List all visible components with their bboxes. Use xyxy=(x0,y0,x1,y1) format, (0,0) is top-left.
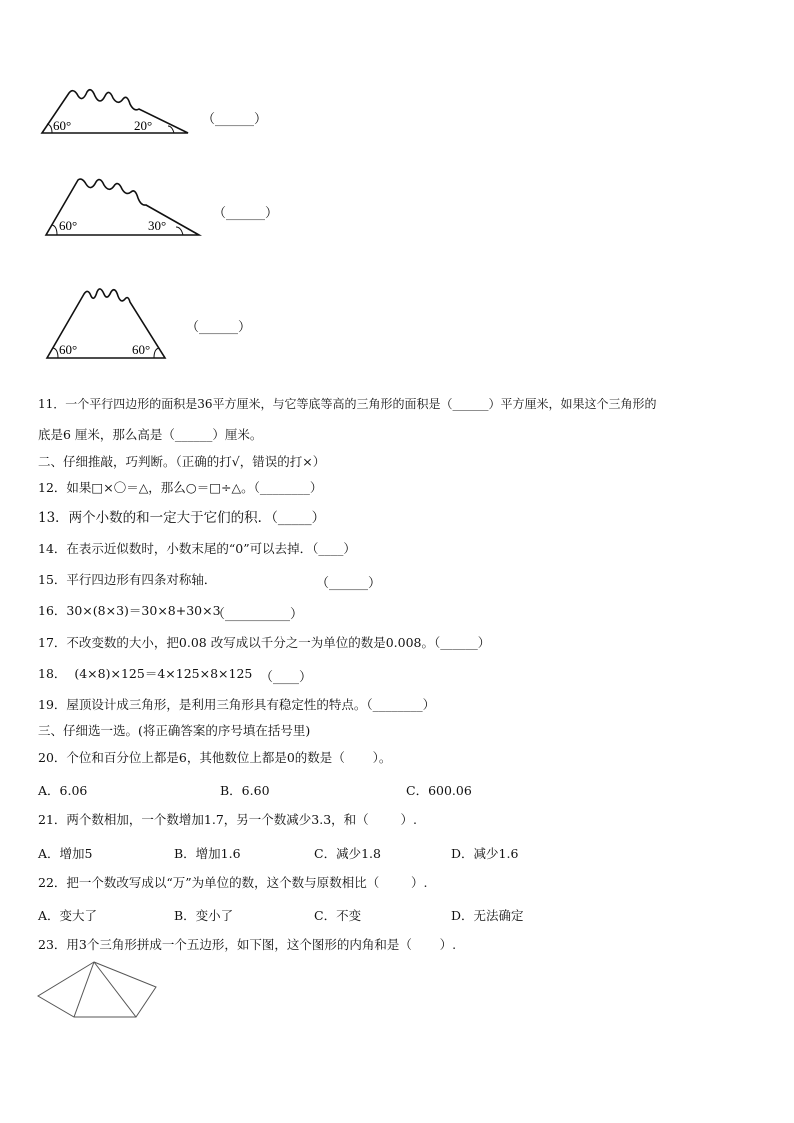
question-16-blank[interactable]: （__________） xyxy=(212,607,304,622)
angle-arc-right-3 xyxy=(154,348,159,358)
angle-label-left-3: 60° xyxy=(59,342,78,357)
angle-arc-right-2 xyxy=(176,227,183,235)
question-19: 19．屋顶设计成三角形，是利用三角形具有稳定性的特点。（________） xyxy=(38,697,436,712)
question-11-line-2: 底是6 厘米，那么高是（______）厘米。 xyxy=(38,427,263,442)
angle-label-right-3: 60° xyxy=(132,342,151,357)
angle-label-right-2: 30° xyxy=(148,218,167,233)
question-20-option-c[interactable]: C．600.06 xyxy=(406,783,472,798)
pentagon-outline xyxy=(38,962,156,1017)
section-2-heading: 二、仔细推敲，巧判断。（正确的打√，错误的打×） xyxy=(38,454,326,469)
question-18: 18． (4×8)×125＝4×125×8×125 xyxy=(38,666,253,681)
angle-arc-right-1 xyxy=(168,126,174,133)
figure-1-answer-blank[interactable]: （______） xyxy=(202,112,268,127)
question-12: 12．如果□×〇＝△，那么○＝□÷△。（________） xyxy=(38,480,323,495)
question-22-option-c[interactable]: C．不变 xyxy=(314,908,362,923)
question-22-option-b[interactable]: B．变小了 xyxy=(174,908,234,923)
question-15: 15．平行四边形有四条对称轴． xyxy=(38,572,217,587)
torn-triangle-2-svg xyxy=(42,175,204,239)
question-15-blank[interactable]: （______） xyxy=(316,576,382,591)
question-22-stem: 22．把一个数改写成以“万”为单位的数，这个数与原数相比（ ）. xyxy=(38,875,428,890)
question-21-option-c[interactable]: C．减少1.8 xyxy=(314,846,381,861)
question-20-stem: 20．个位和百分位上都是6，其他数位上都是0的数是（ ）。 xyxy=(38,750,392,765)
section-3-heading: 三、仔细选一选。(将正确答案的序号填在括号里) xyxy=(38,723,311,738)
question-21-option-b[interactable]: B．增加1.6 xyxy=(174,846,241,861)
torn-triangle-figure-2 xyxy=(42,175,204,239)
question-22-option-d[interactable]: D．无法确定 xyxy=(451,908,524,923)
question-22-option-a[interactable]: A．变大了 xyxy=(38,908,98,923)
torn-triangle-1-svg xyxy=(38,84,198,140)
question-20-option-a[interactable]: A．6.06 xyxy=(38,783,88,798)
pentagon-diagonal-1 xyxy=(74,962,94,1017)
question-23-stem: 23．用3个三角形拼成一个五边形，如下图，这个图形的内角和是（ ）. xyxy=(38,937,457,952)
torn-triangle-figure-3 xyxy=(44,284,168,362)
question-13: 13．两个小数的和一定大于它们的积．（_____） xyxy=(38,510,326,526)
question-21-option-a[interactable]: A．增加5 xyxy=(38,846,93,861)
question-16: 16．30×(8×3)＝30×8+30×3 xyxy=(38,603,221,618)
angle-label-right-1: 20° xyxy=(134,118,153,133)
angle-label-left-1: 60° xyxy=(53,118,72,133)
question-21-stem: 21．两个数相加，一个数增加1.7，另一个数减少3.3，和（ ）. xyxy=(38,812,417,827)
question-18-blank[interactable]: （____） xyxy=(260,670,313,685)
torn-triangle-figure-1 xyxy=(38,84,198,140)
torn-triangle-3-svg xyxy=(44,284,168,362)
figure-3-answer-blank[interactable]: （______） xyxy=(186,320,252,335)
question-14: 14．在表示近似数时，小数末尾的“0”可以去掉．（____） xyxy=(38,541,356,556)
question-17: 17．不改变数的大小，把0.08 改写成以千分之一为单位的数是0.008。（______） xyxy=(38,635,491,650)
angle-arc-left-2 xyxy=(52,225,57,235)
question-20-option-b[interactable]: B．6.60 xyxy=(220,783,270,798)
question-11-line-1: 11．一个平行四边形的面积是36平方厘米，与它等底等高的三角形的面积是（______）平方厘米，如果这个三角形的 xyxy=(38,397,657,411)
angle-arc-left-3 xyxy=(53,348,58,358)
question-21-option-d[interactable]: D．减少1.6 xyxy=(451,846,519,861)
pentagon-figure xyxy=(36,960,160,1020)
figure-2-answer-blank[interactable]: （______） xyxy=(213,206,279,221)
angle-label-left-2: 60° xyxy=(59,218,78,233)
pentagon-svg xyxy=(36,960,160,1020)
